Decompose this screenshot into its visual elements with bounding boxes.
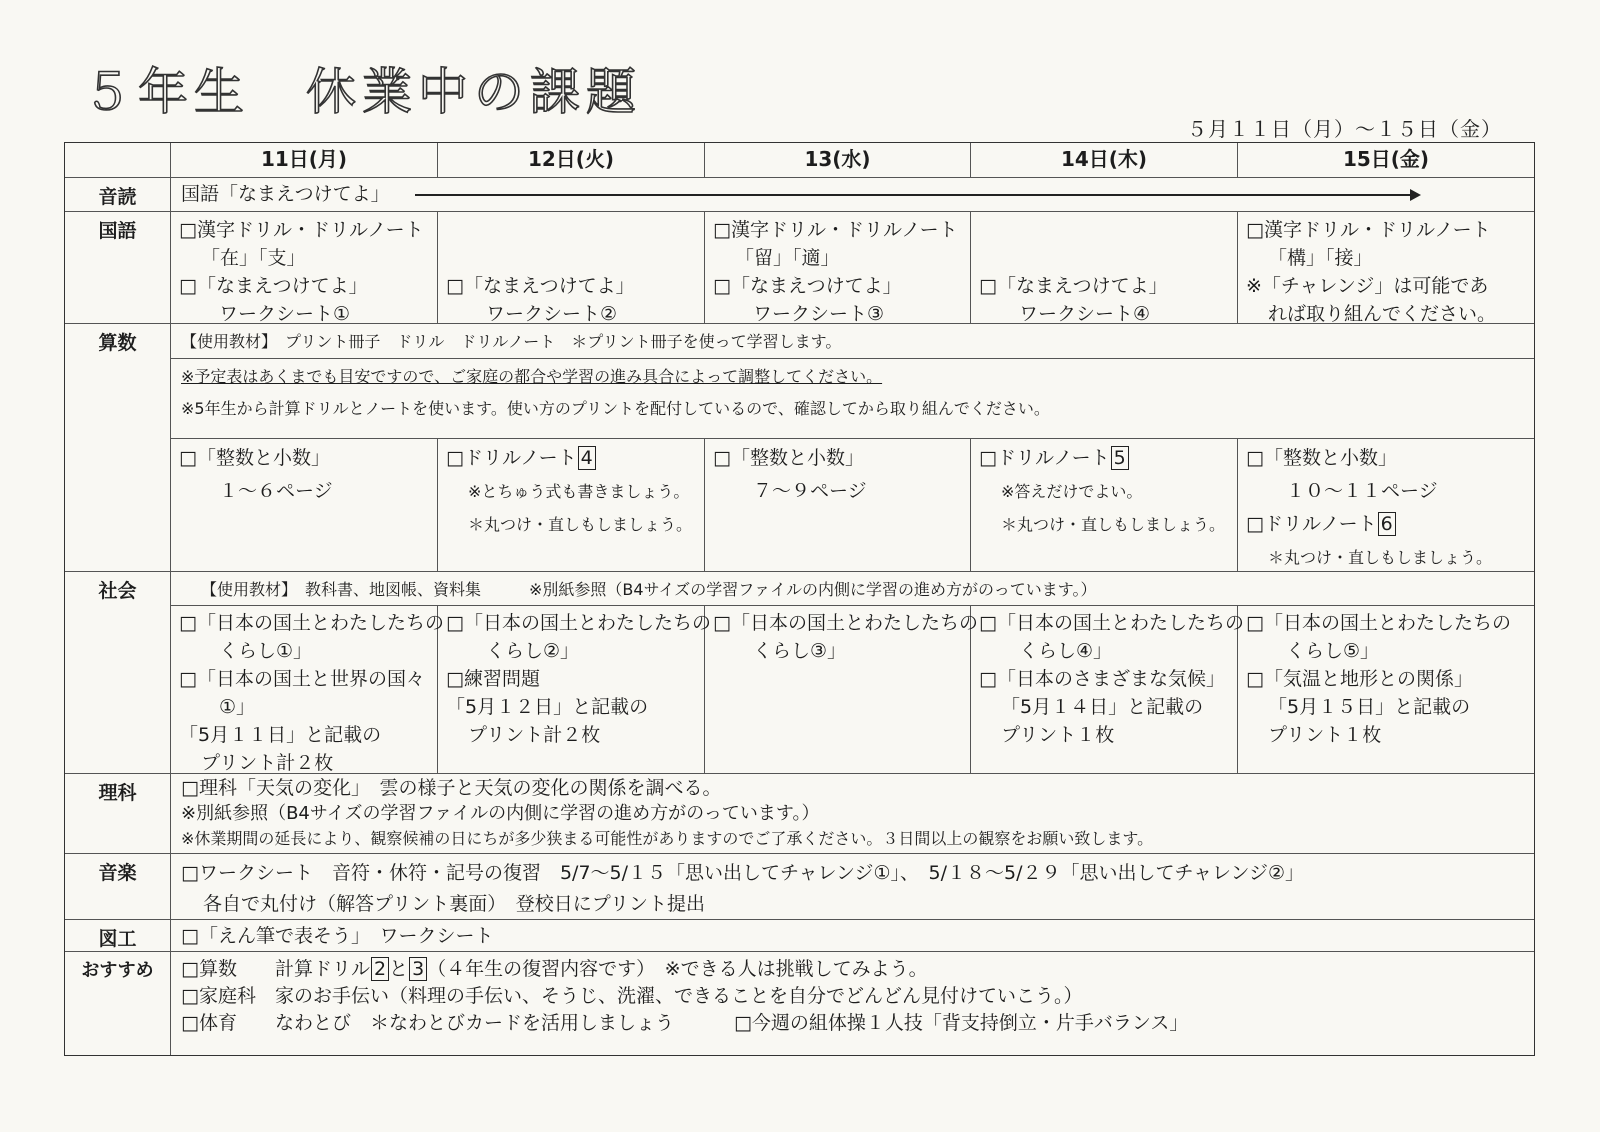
ongaku-line-2: 各自で丸付け（解答プリント裏面） 登校日にプリント提出 [203,893,705,915]
cell-line: □「なまえつけてよ」 [713,275,902,297]
cell-text: □体育 なわとび ＊なわとびカードを活用しましょう [181,1012,674,1034]
cell-text: （４年生の復習内容です） ※できる人は挑戦してみよう。 [427,958,928,980]
cell-line: １０～１１ページ [1286,480,1438,502]
number-box: 6 [1378,512,1396,536]
shakai-cell-2 [438,605,711,773]
cell-line: □漢字ドリル・ドリルノート [713,219,958,241]
shakai-cell-5 [1238,605,1534,773]
cell-line [979,216,1229,244]
cell-text: □ドリルノート [446,447,577,469]
row-osusume [65,951,1534,1055]
cell-line: □「日本のさまざまな気候」 [979,668,1225,690]
cell-line: ＊丸つけ・直しもしましょう。 [1001,515,1226,534]
number-box: 3 [409,957,427,981]
subject-shakai: 社会 [65,572,171,773]
cell-line: □「なまえつけてよ」 [979,275,1168,297]
rika-content [171,774,1534,854]
cell-line: プリント計２枚 [468,724,601,746]
sansu-cell-2 [438,438,705,571]
ondoku-text: 国語「なまえつけてよ」 [181,183,390,205]
subject-zuko: 図工 [65,920,171,951]
page-title: ５年生 休業中の課題 [82,63,642,121]
cell-line: □「なまえつけてよ」 [446,275,635,297]
cell-line: ワークシート① [219,303,351,325]
cell-line: □漢字ドリル・ドリルノート [1246,219,1491,241]
cell-line: □「整数と小数」 [179,447,330,469]
cell-line [446,216,696,244]
kokugo-cell-1 [171,212,438,323]
cell-line: □「日本の国土とわたしたちの [979,612,1244,634]
day-header-3: 13(水) [705,143,971,177]
cell-line: ＊丸つけ・直しもしましょう。 [468,515,693,534]
cell-line: プリント１枚 [1001,724,1115,746]
kokugo-cell-3 [705,212,971,323]
cell-line [979,244,1229,272]
subject-rika: 理科 [65,774,171,853]
rika-line-3: ※休業期間の延長により、観察候補の日にちが多少狭まる可能性がありますのでご了承ください。３日間以上の観察をお願い致します。 [181,829,1154,848]
cell-line: 「留」「適」 [735,247,840,269]
cell-line: □「気温と地形との関係」 [1246,668,1473,690]
cell-line [1246,508,1526,541]
header-row [65,143,1534,177]
cell-line: □「日本の国土とわたしたちの [713,612,978,634]
subject-ondoku: 音読 [65,178,171,211]
cell-line [446,244,696,272]
shakai-materials: 【使用教材】 教科書、地図帳、資料集 ※別紙参照（B4サイズの学習ファイルの内側に学習の進め方がのっています。） [201,580,1097,599]
subject-osusume: おすすめ [65,952,171,1055]
cell-line [979,442,1229,475]
subject-ongaku: 音楽 [65,854,171,919]
cell-line: れば取り組んでください。 [1268,303,1497,325]
cell-line: □「日本の国土と世界の国々 [179,668,425,690]
cell-text: と [389,958,409,980]
ongaku-line-1: □ワークシート 音符・休符・記号の復習 5/7～5/１５「思い出してチャレンジ①」、 5/１８～5/２９「思い出してチャレンジ②」 [181,862,1305,884]
osusume-content [171,954,1534,1039]
shakai-cell-1 [171,605,444,774]
osusume-line-2: □家庭科 家のお手伝い（料理の手伝い、そうじ、洗濯、できることを自分でどんどん見付けていこう。） [181,985,1083,1007]
sansu-cell-4 [971,438,1238,571]
cell-text: □ドリルノート [979,447,1110,469]
rika-line-2: ※別紙参照（B4サイズの学習ファイルの内側に学習の進め方がのっています。） [181,803,820,824]
cell-line: □「日本の国土とわたしたちの [446,612,711,634]
cell-line: □「整数と小数」 [713,447,864,469]
cell-line: ７～９ページ [753,480,867,502]
cell-line: プリント１枚 [1268,724,1382,746]
cell-line: □「日本の国土とわたしたちの [179,612,444,634]
divider [171,358,1534,359]
sansu-note-1: ※予定表はあくまでも目安ですので、ご家庭の都合や学習の進み具合によって調整してください。 [181,367,883,386]
cell-line: ※「チャレンジ」は可能であ [1246,275,1489,297]
row-ondoku [65,177,1534,211]
cell-line: くらし④」 [1019,640,1113,662]
cell-line: □「日本の国土とわたしたちの [1246,612,1511,634]
kokugo-cell-5 [1238,212,1534,323]
row-kokugo [65,211,1534,323]
cell-line [446,442,696,475]
cell-line: □練習問題 [446,668,540,690]
row-shakai [65,571,1534,773]
ongaku-content [171,856,1534,922]
day-header-4: 14日(木) [971,143,1238,177]
cell-line: 「5月１４日」と記載の [1001,696,1204,718]
sansu-cell-1 [171,438,438,571]
cell-line: ①」 [219,696,256,718]
shakai-cell-3 [705,605,978,773]
row-zuko [65,919,1534,951]
osusume-line-1 [181,956,1524,983]
cell-text: □算数 計算ドリル [181,958,370,980]
kokugo-cell-2 [438,212,705,323]
corner-cell [65,143,171,177]
sansu-notes [171,362,1534,424]
cell-line: □漢字ドリル・ドリルノート [179,219,424,241]
subject-sansu: 算数 [65,324,171,571]
cell-line: □「なまえつけてよ」 [179,275,368,297]
cell-line: 「構」「接」 [1268,247,1373,269]
sansu-cell-3 [705,438,971,571]
number-box: 2 [371,957,389,981]
date-range: ５月１１日（月）～１５日（金） [1187,117,1502,141]
cell-line: １～６ページ [219,480,333,502]
row-sansu [65,323,1534,571]
cell-line: 「5月１５日」と記載の [1268,696,1471,718]
number-box: 5 [1111,446,1129,470]
cell-line: くらし③」 [753,640,847,662]
cell-line: くらし②」 [486,640,580,662]
cell-text: □今週の組体操１人技「背支持倒立・片手バランス」 [733,1012,1189,1034]
osusume-line-3 [181,1010,1524,1037]
number-box: 4 [578,446,596,470]
day-header-2: 12日(火) [438,143,705,177]
sansu-materials: 【使用教材】 プリント冊子 ドリル ドリルノート ＊プリント冊子を使って学習します。 [181,332,842,351]
cell-line: ワークシート② [486,303,618,325]
row-ongaku [65,853,1534,919]
cell-line: ※答えだけでよい。 [1001,482,1143,501]
zuko-text: □「えん筆で表そう」 ワークシート [181,925,494,947]
cell-line: ※とちゅう式も書きましょう。 [468,482,690,501]
arrow-icon [415,194,1419,196]
cell-line: □「整数と小数」 [1246,447,1397,469]
day-header-5: 15日(金) [1342,147,1430,171]
cell-line: ワークシート③ [753,303,885,325]
cell-line: くらし⑤」 [1286,640,1380,662]
cell-line: 「在」「支」 [201,247,306,269]
kokugo-cell-4 [971,212,1238,323]
cell-line: くらし①」 [219,640,313,662]
row-rika [65,773,1534,853]
cell-text: □ドリルノート [1246,513,1377,535]
cell-line: プリント計２枚 [201,752,334,774]
cell-line: 「5月１２日」と記載の [446,696,649,718]
rika-line-1: □理科「天気の変化」 雲の様子と天気の変化の関係を調べる。 [181,777,722,799]
sansu-note-2: ※5年生から計算ドリルとノートを使います。使い方のプリントを配付しているので、確認してから取り組んでください。 [181,399,1050,418]
cell-line: ワークシート④ [1019,303,1151,325]
sansu-cell-5 [1238,438,1534,571]
shakai-cell-4 [971,605,1244,773]
day-header-1: 11日(月) [171,143,438,177]
subject-kokugo: 国語 [65,212,171,323]
cell-line: ＊丸つけ・直しもしましょう。 [1268,548,1493,567]
schedule-table [64,142,1535,1056]
cell-line: 「5月１１日」と記載の [179,724,382,746]
